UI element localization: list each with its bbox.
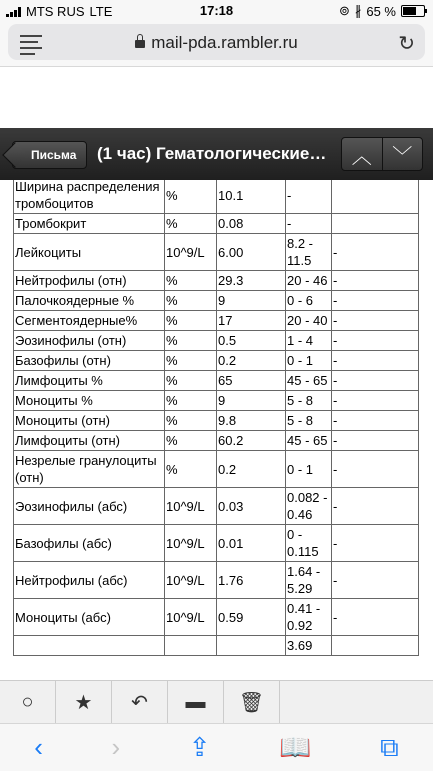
unit-cell (165, 636, 217, 656)
move-to-folder-button[interactable] (168, 681, 224, 724)
unit-cell: 10^9/L (165, 599, 217, 636)
value-cell: 9.8 (217, 411, 286, 431)
reference-range-cell: 20 - 46 (286, 271, 332, 291)
value-cell: 0.5 (217, 331, 286, 351)
reference-range-cell: 1.64 - 5.29 (286, 562, 332, 599)
test-name-cell: Незрелые гранулоциты (отн) (14, 451, 165, 488)
star-icon: ★ (74, 692, 93, 714)
flag-cell: - (332, 599, 419, 636)
test-name-cell: Эозинофилы (абс) (14, 488, 165, 525)
value-cell: 6.00 (217, 234, 286, 271)
circle-icon: ○ (21, 691, 34, 713)
reply-icon: ↶ (131, 692, 148, 714)
test-name-cell: Базофилы (отн) (14, 351, 165, 371)
address-bar[interactable] (8, 24, 425, 60)
flag-cell: - (332, 234, 419, 271)
star-button[interactable] (56, 681, 112, 724)
table-row (14, 636, 419, 656)
reference-range-cell: 0 - 1 (286, 351, 332, 371)
reference-range-cell: 3.69 (286, 636, 332, 656)
value-cell: 65 (217, 371, 286, 391)
flag-cell: - (332, 371, 419, 391)
bluetooth-icon: ∦ (354, 3, 362, 18)
lock-icon (135, 40, 145, 48)
test-name-cell: Лимфоциты % (14, 371, 165, 391)
test-name-cell: Моноциты (абс) (14, 599, 165, 636)
unit-cell: % (165, 291, 217, 311)
value-cell: 0.2 (217, 351, 286, 371)
test-name-cell: Моноциты % (14, 391, 165, 411)
reference-range-cell: 0 - 6 (286, 291, 332, 311)
flag-cell: - (332, 291, 419, 311)
table-row (14, 311, 419, 331)
orientation-lock-icon: ⊚ (338, 3, 350, 18)
chevron-up-icon: ︿ (351, 145, 372, 168)
table-row (14, 291, 419, 311)
table-row (14, 488, 419, 525)
next-message-button[interactable] (382, 138, 423, 170)
forward-icon[interactable]: › (111, 732, 121, 762)
test-name-cell: Базофилы (абс) (14, 525, 165, 562)
value-cell: 0.2 (217, 451, 286, 488)
flag-cell (332, 214, 419, 234)
reference-range-cell: 5 - 8 (286, 391, 332, 411)
unit-cell: 10^9/L (165, 562, 217, 599)
results-table (13, 180, 419, 656)
flag-cell: - (332, 351, 419, 371)
table-row (14, 599, 419, 636)
value-cell: 0.01 (217, 525, 286, 562)
safari-bottom-bar (0, 723, 433, 771)
reference-range-cell: 20 - 40 (286, 311, 332, 331)
table-row (14, 411, 419, 431)
table-row (14, 391, 419, 411)
flag-cell: - (332, 331, 419, 351)
unit-cell: % (165, 214, 217, 234)
chevron-down-icon: ﹀ (392, 145, 413, 168)
test-name-cell: Нейтрофилы (абс) (14, 562, 165, 599)
tabs-icon[interactable]: ⧉ (380, 731, 399, 762)
url-text[interactable]: mail-pda.rambler.ru (151, 33, 298, 52)
table-row (14, 331, 419, 351)
previous-message-button[interactable] (342, 138, 382, 170)
flag-cell: - (332, 391, 419, 411)
unit-cell: % (165, 331, 217, 351)
reference-range-cell: - (286, 180, 332, 214)
battery-percent: 65 % (366, 3, 396, 19)
back-to-letters-button[interactable]: Письма (12, 141, 87, 169)
test-name-cell (14, 636, 165, 656)
network-type: LTE (89, 4, 113, 19)
unit-cell: % (165, 311, 217, 331)
reply-button[interactable] (112, 681, 168, 724)
reference-range-cell: 0 - 0.115 (286, 525, 332, 562)
flag-cell (332, 180, 419, 214)
reference-range-cell: 1 - 4 (286, 331, 332, 351)
flag-cell: - (332, 451, 419, 488)
test-name-cell: Лейкоциты (14, 234, 165, 271)
test-name-cell: Ширина распределения тромбоцитов (14, 180, 165, 214)
delete-button[interactable] (224, 681, 280, 724)
flag-cell: - (332, 562, 419, 599)
flag-cell: - (332, 311, 419, 331)
reference-range-cell: 0 - 1 (286, 451, 332, 488)
test-name-cell: Лимфоциты (отн) (14, 431, 165, 451)
table-row (14, 525, 419, 562)
table-row (14, 371, 419, 391)
table-row (14, 562, 419, 599)
unit-cell: 10^9/L (165, 234, 217, 271)
folder-icon: ▬ (185, 691, 206, 713)
unit-cell: % (165, 351, 217, 371)
unit-cell: % (165, 371, 217, 391)
status-bar (0, 0, 433, 22)
flag-cell: - (332, 488, 419, 525)
reference-range-cell: 45 - 65 (286, 371, 332, 391)
message-title: (1 час) Гематологические… (97, 144, 327, 163)
carrier: MTS RUS (26, 4, 85, 19)
test-name-cell: Палочкоядерные % (14, 291, 165, 311)
value-cell: 17 (217, 311, 286, 331)
browser-toolbar (0, 22, 433, 67)
reference-range-cell: 8.2 - 11.5 (286, 234, 332, 271)
test-name-cell: Нейтрофилы (отн) (14, 271, 165, 291)
reference-range-cell: 0.41 - 0.92 (286, 599, 332, 636)
share-icon[interactable]: ⇪ (188, 732, 211, 762)
trash-icon: 🗑 (238, 692, 265, 714)
unit-cell: 10^9/L (165, 525, 217, 562)
reload-icon[interactable]: ↻ (398, 33, 415, 55)
value-cell: 9 (217, 391, 286, 411)
value-cell: 0.59 (217, 599, 286, 636)
unit-cell: % (165, 451, 217, 488)
value-cell: 0.03 (217, 488, 286, 525)
table-row (14, 271, 419, 291)
table-row (14, 234, 419, 271)
unit-cell: % (165, 431, 217, 451)
test-name-cell: Сегментоядерные% (14, 311, 165, 331)
test-name-cell: Тромбокрит (14, 214, 165, 234)
test-name-cell: Эозинофилы (отн) (14, 331, 165, 351)
unit-cell: % (165, 391, 217, 411)
message-nav (341, 137, 423, 171)
unit-cell: % (165, 411, 217, 431)
value-cell: 1.76 (217, 562, 286, 599)
unit-cell: 10^9/L (165, 488, 217, 525)
value-cell: 10.1 (217, 180, 286, 214)
flag-cell: - (332, 525, 419, 562)
test-name-cell: Моноциты (отн) (14, 411, 165, 431)
reference-range-cell: 0.082 - 0.46 (286, 488, 332, 525)
back-icon[interactable]: ‹ (34, 732, 43, 762)
flag-cell: - (332, 431, 419, 451)
bookmarks-icon[interactable]: 📖 (279, 732, 312, 762)
results-table-container (13, 180, 419, 680)
table-row (14, 214, 419, 234)
value-cell: 9 (217, 291, 286, 311)
reference-range-cell: 45 - 65 (286, 431, 332, 451)
unit-cell: % (165, 271, 217, 291)
flag-cell: - (332, 271, 419, 291)
mail-header (0, 128, 433, 180)
table-row (14, 451, 419, 488)
flag-cell (332, 636, 419, 656)
table-row (14, 351, 419, 371)
value-cell: 0.08 (217, 214, 286, 234)
table-row (14, 431, 419, 451)
value-cell: 29.3 (217, 271, 286, 291)
table-row (14, 180, 419, 214)
flag-cell: - (332, 411, 419, 431)
mark-read-button[interactable] (0, 681, 56, 724)
reference-range-cell: 5 - 8 (286, 411, 332, 431)
battery-icon (401, 5, 425, 17)
value-cell: 60.2 (217, 431, 286, 451)
value-cell (217, 636, 286, 656)
reference-range-cell: - (286, 214, 332, 234)
mail-toolbar (0, 680, 433, 724)
clock: 17:18 (199, 3, 234, 18)
unit-cell: % (165, 180, 217, 214)
